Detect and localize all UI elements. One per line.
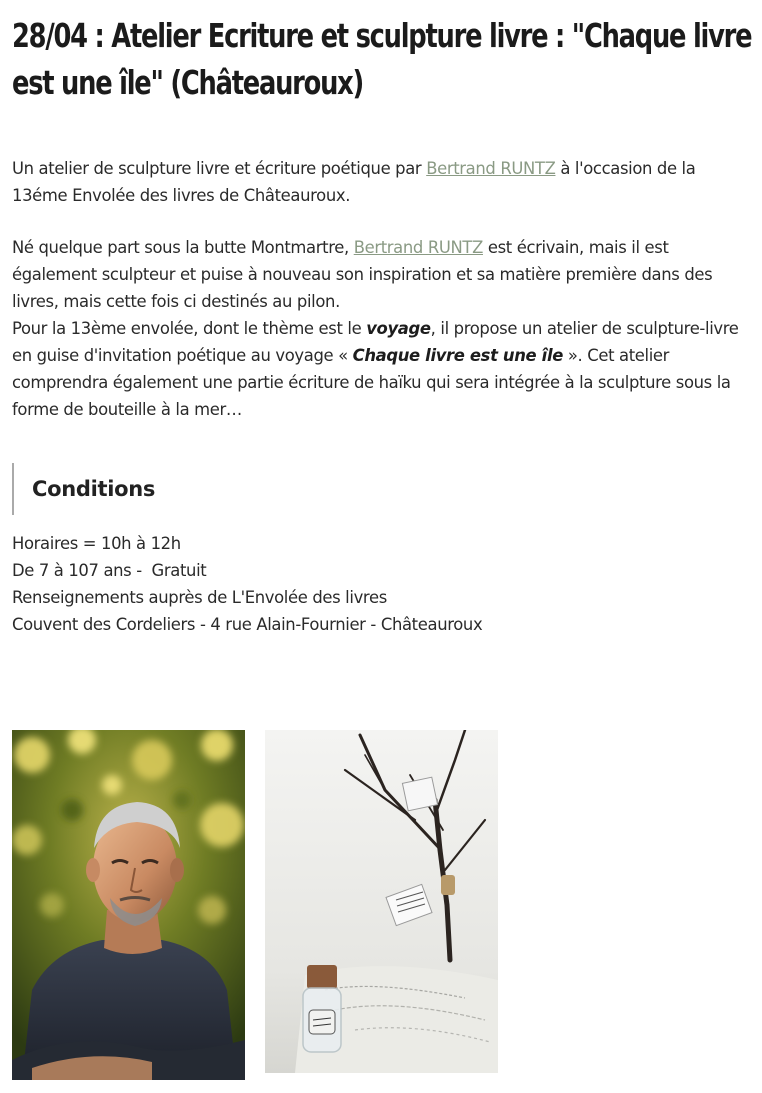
workshop-name-emphasis: Chaque livre est une île [352,346,563,365]
article-body [12,155,752,423]
workshop-paragraph [12,315,752,423]
conditions-heading-block [12,463,155,515]
conditions-age-price: De 7 à 107 ans - Gratuit [12,561,207,580]
conditions-heading: Conditions [32,477,156,501]
intro-paragraph [12,155,752,209]
workshop-text-1: Pour la 13ème envolée, dont le thème est le [12,319,367,338]
author-portrait-image [12,730,245,1080]
bio-text-end: est écrivain, mais il est également sculpteur et puise à nouveau son inspiration et sa matière première dans des livres, mais cette fois ci destinés au pilon. [12,238,713,311]
bio-paragraph [12,234,752,315]
workshop-text-2: , il propose un atelier de sculpture-livre en guise d'invitation poétique au voyage « [12,319,739,365]
bio-text-start: Né quelque part sous la butte Montmartre, [12,238,354,257]
workshop-text-3: ». Cet atelier comprendra également une partie écriture de haïku qui sera intégrée à la sculpture sous la forme de bouteille à la mer… [12,346,731,419]
conditions-info: Renseignements auprès de L'Envolée des livres [12,588,387,607]
sculpture-image [265,730,498,1073]
intro-text-start: Un atelier de sculpture livre et écriture poétique par [12,159,427,178]
conditions-hours: Horaires = 10h à 12h [12,534,181,553]
article-title: 28/04 : Atelier Ecriture et sculpture livre : "Chaque livre est une île" (Châteauroux) [12,16,752,102]
intro-text-end: à l'occasion de la 13éme Envolée des livres de Châteauroux. [12,159,696,205]
conditions-list [12,530,482,638]
author-link[interactable]: Bertrand RUNTZ [426,159,556,178]
conditions-address: Couvent des Cordeliers - 4 rue Alain-Fournier - Châteauroux [12,615,483,634]
theme-emphasis: voyage [366,319,431,338]
article [12,0,752,106]
author-link-bio[interactable]: Bertrand RUNTZ [353,238,483,257]
